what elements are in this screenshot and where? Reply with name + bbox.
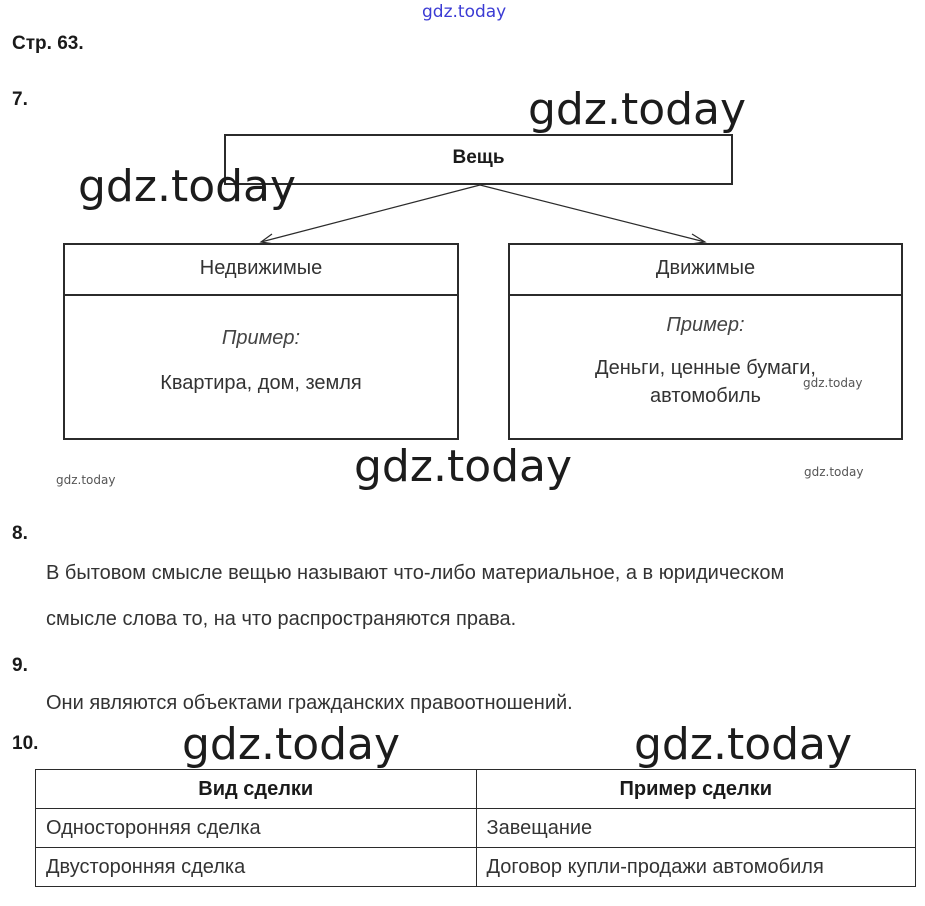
watermark-big: gdz.today [182,719,401,770]
table-header-example: Пример сделки [476,770,915,809]
page-title: Стр. 63. [12,33,84,54]
immovable-example: Квартира, дом, земля [160,372,362,394]
watermark-small: gdz.today [804,465,864,479]
table-header-type: Вид сделки [36,770,477,809]
movable-divider [510,294,901,296]
task-9-number: 9. [12,655,28,676]
movable-box [508,243,903,440]
movable-example-label: Пример: [666,314,745,336]
movable-example-line1: Деньги, ценные бумаги, [595,357,816,379]
movable-title: Движимые [655,257,756,279]
table-cell: Односторонняя сделка [36,809,477,848]
watermark-small: gdz.today [56,473,116,487]
immovable-divider [65,294,457,296]
watermark-big: gdz.today [78,161,297,212]
deals-table [35,769,916,887]
arrow-right-line [480,185,705,242]
immovable-title: Недвижимые [199,257,323,279]
table-row [36,809,916,848]
table-cell: Договор купли-продажи автомобиля [476,848,915,887]
watermark-top: gdz.today [422,2,507,22]
watermark-small: gdz.today [803,376,863,390]
table-cell: Завещание [476,809,915,848]
watermark-big: gdz.today [634,719,853,770]
immovable-example-label: Пример: [221,327,301,349]
table-header-row [36,770,916,809]
task-10-number: 10. [12,733,39,754]
immovable-box [63,243,459,440]
task-7-number: 7. [12,89,28,110]
task-9-text: Они являются объектами гражданских правоотношений. [46,692,573,714]
movable-example-line2: автомобиль [650,385,761,407]
task-8-line1: В бытовом смысле вещью называют что-либо материальное, а в юридическом [46,562,785,584]
watermark-big: gdz.today [354,441,573,492]
table-row [36,848,916,887]
task-8-number: 8. [12,523,28,544]
watermark-big: gdz.today [528,84,747,135]
task-8-line2: смысле слова то, на что распространяются права. [46,608,517,630]
table-cell: Двусторонняя сделка [36,848,477,887]
root-label: Вещь [452,147,505,168]
